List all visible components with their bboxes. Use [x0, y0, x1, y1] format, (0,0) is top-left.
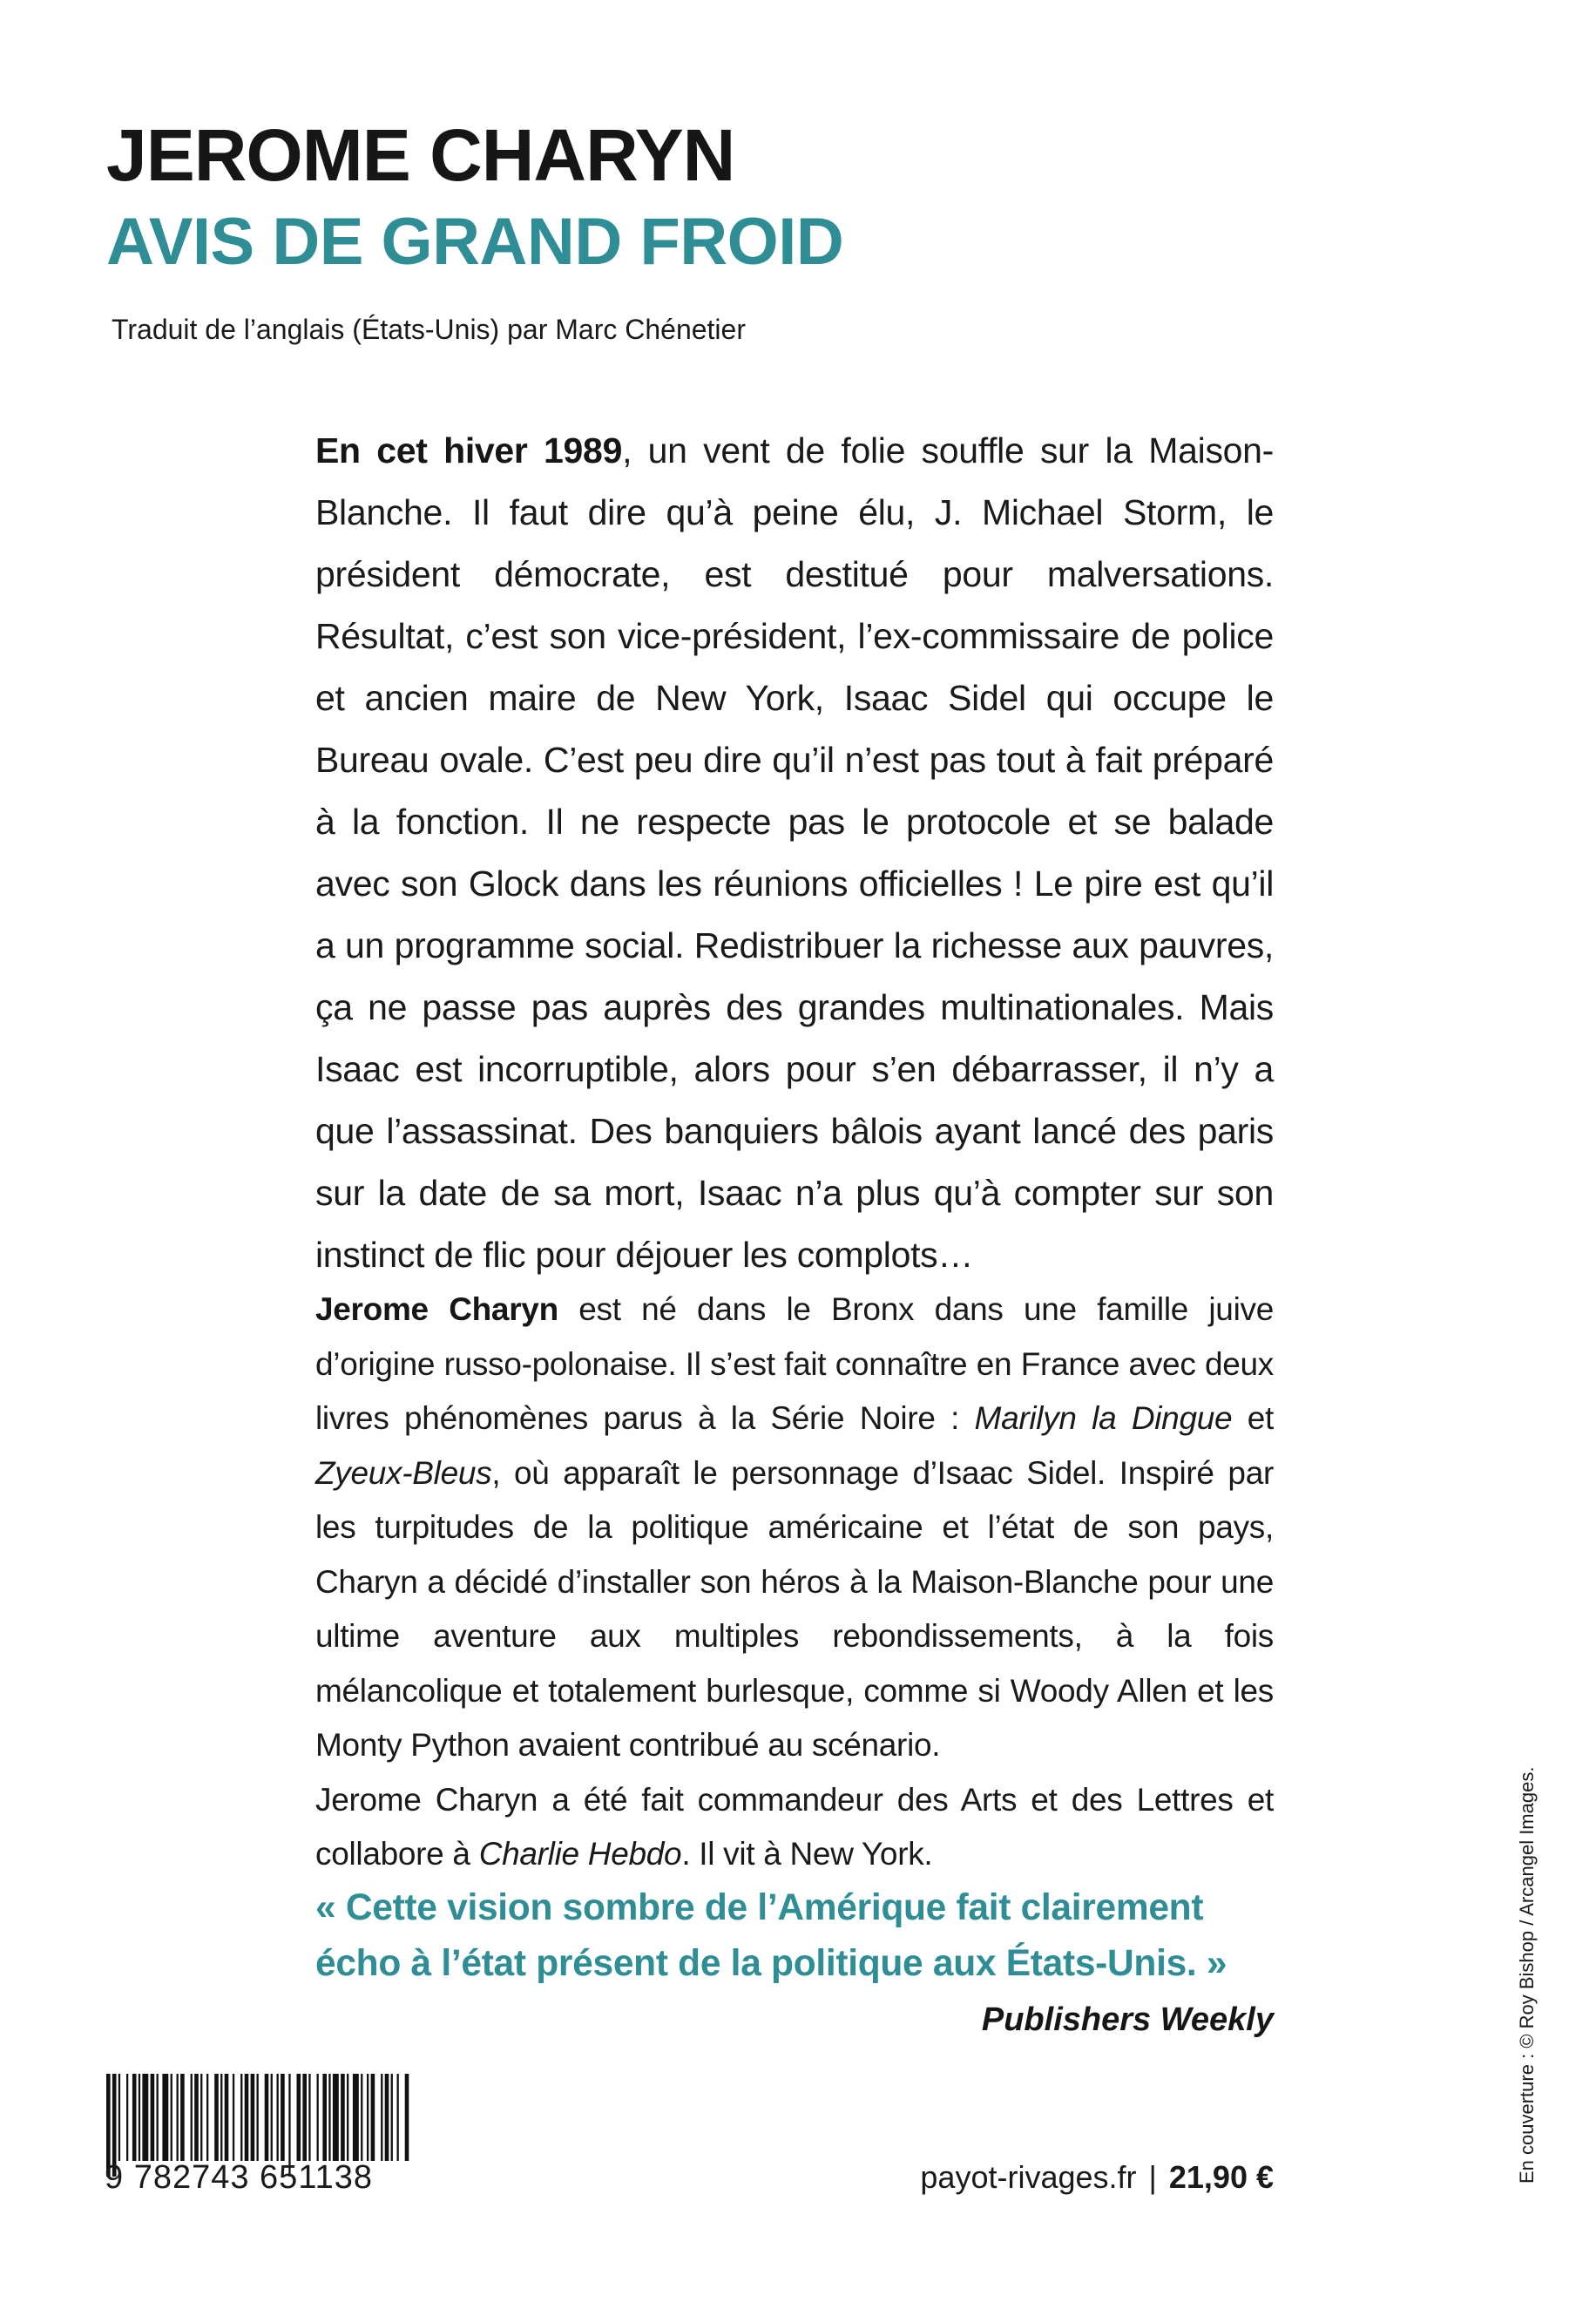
barcode-bar — [381, 2074, 382, 2161]
price: 21,90 € — [1168, 2159, 1274, 2195]
barcode-bar — [371, 2074, 375, 2161]
barcode-bar — [308, 2074, 310, 2161]
barcode-bar — [126, 2074, 128, 2161]
barcode-bar — [142, 2074, 148, 2161]
barcode-bar — [297, 2074, 301, 2161]
barcode-bar — [265, 2074, 269, 2161]
bio-text: et — [1232, 1400, 1275, 1436]
author-name: JEROME CHARYN — [106, 114, 735, 196]
barcode-bar — [271, 2074, 273, 2161]
barcode-bar — [257, 2074, 259, 2161]
barcode-bar — [180, 2074, 185, 2161]
bio-text: est né dans le Bronx dans une famille juive d’origine russo-polonaise. Il s’est fait connaître en France avec deux livres phénomènes parus à la Série Noire : — [315, 1291, 1274, 1436]
barcode-bar — [118, 2074, 120, 2161]
barcode-bar — [214, 2074, 219, 2161]
barcode-bar — [391, 2074, 393, 2161]
translator-credit: Traduit de l’anglais (États-Unis) par Marc Chénetier — [112, 314, 746, 345]
barcode-bar — [151, 2074, 155, 2161]
bio-paragraph — [315, 1773, 1274, 1882]
author-bio — [315, 1283, 1274, 1882]
barcode-bar — [162, 2074, 168, 2161]
barcode-bar — [171, 2074, 172, 2161]
synopsis-lead: En cet hiver 1989 — [315, 430, 623, 471]
barcode-bar — [240, 2074, 242, 2161]
barcode-bar — [277, 2074, 279, 2161]
barcode-bar — [328, 2074, 330, 2161]
bio-paragraph — [315, 1283, 1274, 1773]
barcode-bar — [206, 2074, 208, 2161]
bio-text: . Il vit à New York. — [681, 1836, 933, 1872]
book-reference: Marilyn la Dingue — [974, 1400, 1233, 1436]
book-reference: Zyeux-Bleus — [315, 1454, 492, 1491]
cover-photo-credit: En couverture : © Roy Bishop / Arcangel Images. — [1516, 1766, 1538, 2184]
barcode-bar — [302, 2074, 307, 2161]
synopsis — [315, 420, 1274, 1286]
barcode-bar — [367, 2074, 369, 2161]
book-title: AVIS DE GRAND FROID — [106, 205, 844, 279]
barcode-bar — [177, 2074, 179, 2161]
barcode-bar — [281, 2074, 285, 2161]
barcode-bar — [385, 2074, 389, 2161]
barcode-bar — [220, 2074, 222, 2161]
separator: | — [1148, 2159, 1157, 2195]
quote-source: Publishers Weekly — [981, 2001, 1274, 2038]
bio-text: , où apparaît le personnage d’Isaac Sidel. Inspiré par les turpitudes de la politique américaine et l’état de son pays, Charyn a décidé d’installer son héros à la Maison-Blanche pour une ultime aventure aux multiples rebondissements, à la fois mélancolique et totalement burlesque, comme si Woody Allen et les Monty Python avaient contribué au scénario. — [315, 1454, 1274, 1763]
barcode-bar — [233, 2074, 234, 2161]
barcode-bar — [139, 2074, 140, 2161]
barcode-bar — [347, 2074, 348, 2161]
publisher-website: payot-rivages.fr — [920, 2159, 1137, 2195]
barcode-bar — [361, 2074, 362, 2161]
barcode-bar — [397, 2074, 399, 2161]
bio-author-name: Jerome Charyn — [315, 1291, 558, 1327]
barcode-bar — [341, 2074, 345, 2161]
barcode-bar — [353, 2074, 359, 2161]
barcode-bar — [322, 2074, 327, 2161]
barcode-bar — [245, 2074, 249, 2161]
barcode-bar — [251, 2074, 255, 2161]
barcode-bar — [157, 2074, 159, 2161]
publisher-price-line — [838, 2157, 1274, 2197]
barcode-bar — [225, 2074, 229, 2161]
barcode-bar — [191, 2074, 193, 2161]
synopsis-body: , un vent de folie souffle sur la Maison-Blanche. Il faut dire qu’à peine élu, J. Michael Storm, le président démocrate, est destitué pour malversations. Résultat, c’est son vice-président, l’ex-commissaire de police et ancien maire de New York, Isaac Sidel qui occupe le Bureau ovale. C’est peu dire qu’il n’est pas tout à fait préparé à la fonction. Il ne respecte pas le protocole et se balade avec son Glock dans les réunions officielles ! Le pire est qu’il a un programme social. Redistribuer la richesse aux pauvres, ça ne passe pas auprès des grandes multinationales. Mais Isaac est incorruptible, alors pour s’en débarrasser, il n’y a que l’assassinat. Des banquiers bâlois ayant lancé des paris sur la date de sa mort, Isaac n’a plus qu’à compter sur son instinct de flic pour déjouer les complots… — [315, 430, 1274, 1275]
barcode-bar — [132, 2074, 137, 2161]
magazine-reference: Charlie Hebdo — [478, 1836, 682, 1872]
isbn-number: 9 782743 651138 — [105, 2159, 374, 2196]
barcode-bar — [200, 2074, 202, 2161]
barcode-bar — [194, 2074, 199, 2161]
barcode-bar — [317, 2074, 319, 2161]
barcode-bar — [405, 2074, 409, 2161]
barcode-bar — [333, 2074, 339, 2161]
bio-text: Jerome Charyn a été fait commandeur des Arts et des Lettres et collabore à — [315, 1781, 1274, 1872]
press-quote: « Cette vision sombre de l’Amérique fait clairement écho à l’état présent de la politique aux États-Unis. » — [315, 1887, 1227, 1984]
